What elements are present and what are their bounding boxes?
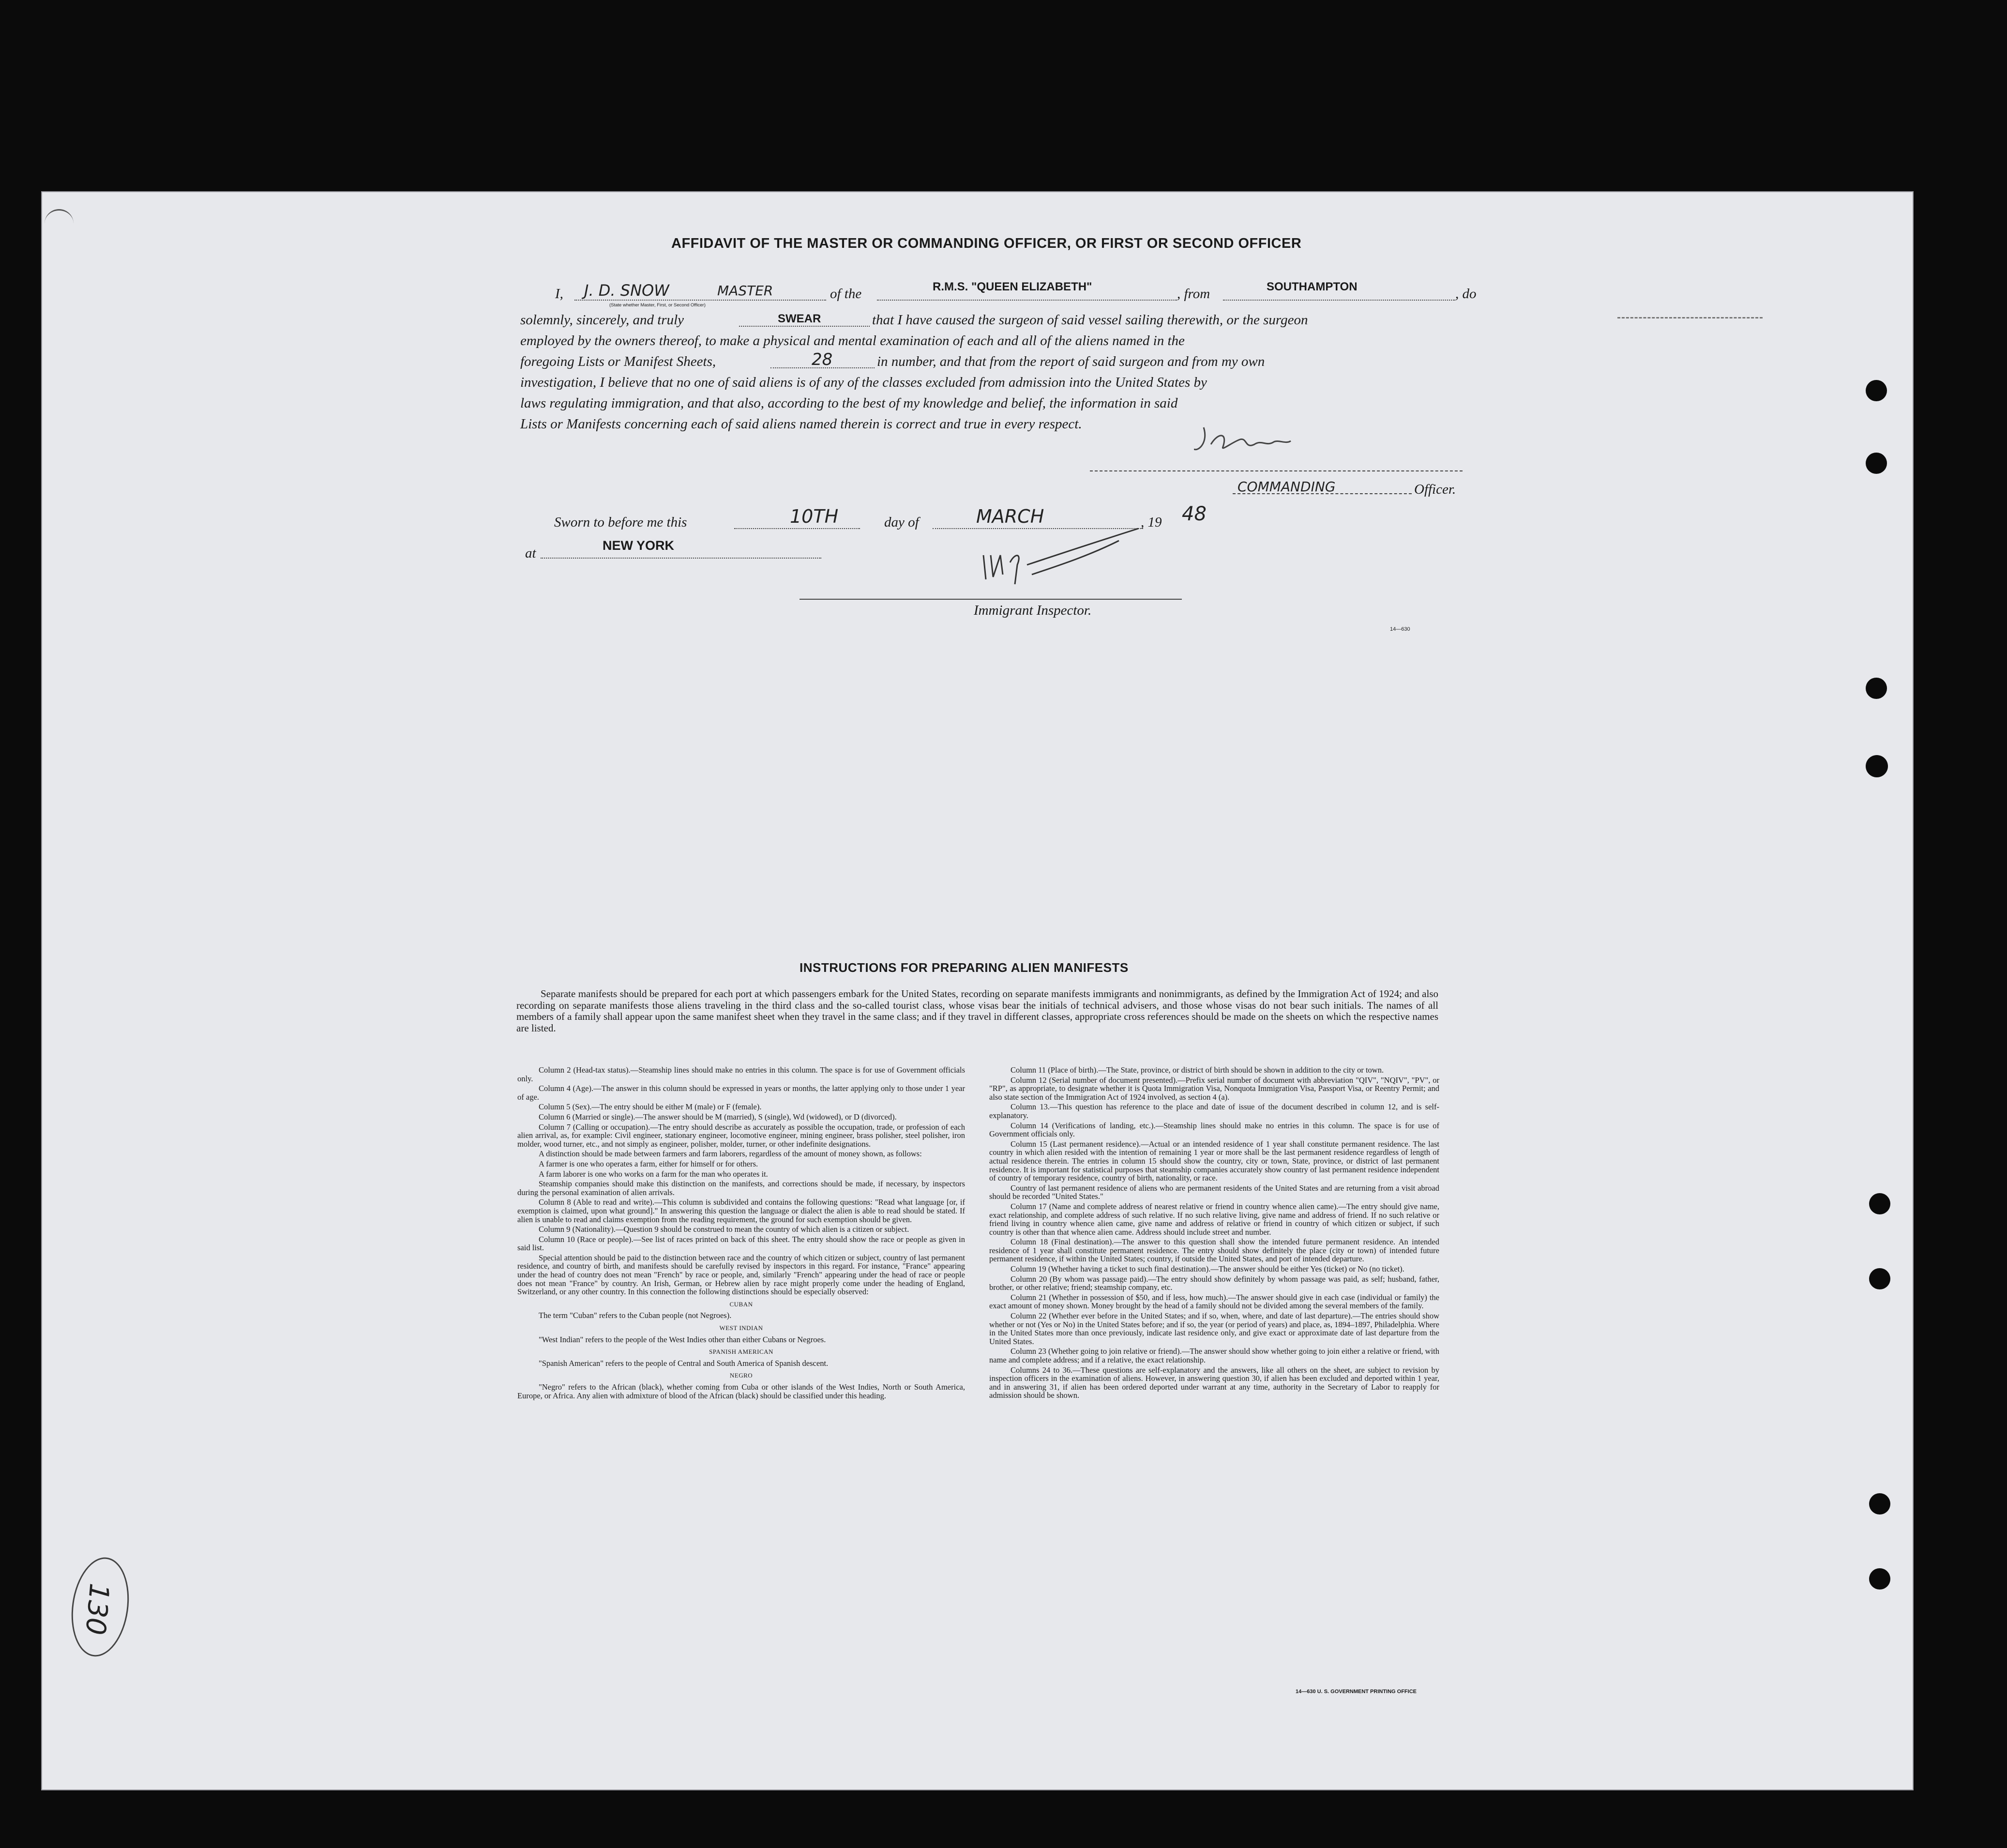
instruction-paragraph: Column 12 (Serial number of document presented).—Prefix serial number of document with abbreviation "QIV", "NQIV", "PV", or "RP", as appropriate, to designate whether it is Quota Immigration Visa, Nonquota Immigration Visa, Passport Visa, or Reentry Permit; and also state section of the Immigration Act of 1924 involved, as section 4 (a). xyxy=(989,1075,1439,1102)
heading-west-indian: WEST INDIAN xyxy=(719,1324,763,1332)
affidavit-line-3: employed by the owners thereof, to make a physical and mental examination of each and all of the aliens named in the xyxy=(520,333,1185,348)
instruction-paragraph: Column 6 (Married or single).—The answer should be M (married), S (single), Wd (widowed), or D (divorced). xyxy=(539,1112,897,1121)
signature-scribble-icon xyxy=(1194,423,1310,456)
corner-mark xyxy=(45,209,74,225)
affidavit-from: , from xyxy=(1177,286,1210,302)
heading-negro: NEGRO xyxy=(729,1372,753,1379)
instruction-paragraph: Column 23 (Whether going to join relative or friend).—The answer should show whether going to join either a relative or friend, with name and complete address; and if a relative, the exact relationship. xyxy=(989,1347,1439,1364)
margin-note: 130 xyxy=(79,1582,115,1636)
inspector-signature xyxy=(974,526,1148,589)
affidavit-line-2a: solemnly, sincerely, and truly xyxy=(520,312,684,328)
instruction-paragraph: Column 5 (Sex).—The entry should be either M (male) or F (female). xyxy=(539,1102,762,1112)
instructions-intro: Separate manifests should be prepared for each port at which passengers embark for the United States, recording on separate manifests immigrants and nonimmigrants, as defined by the Immigration Act of 1924; and also recording on separate manifests those aliens traveling in the third class and the so-called tourist class, whose visas bear the initials of technical advisers, and those whose visas do not bear such initials. The names of all members of a family shall appear upon the same manifest sheet when they travel in the same class; and if they travel in different classes, appropriate cross references should be made on the sheets on which the respective names are listed. xyxy=(516,988,1438,1034)
officer-title: COMMANDING xyxy=(1237,479,1336,495)
instruction-paragraph: Columns 24 to 36.—These questions are self-explanatory and the answers, like all others on the sheet, are subject to revision by inspection officers in the examination of aliens. However, in answering question 30, if alien has been excluded and deported within 1 year, and in answering 31, if alien has been ordered deported under warrant at any time, authority in the Secretary of Labor to reapply for admission should be shown. xyxy=(989,1365,1439,1400)
instruction-paragraph: Column 20 (By whom was passage paid).—The entry should show definitely by whom passage was paid, as self; husband, father, brother, or other relative; friend; steamship company, etc. xyxy=(989,1274,1439,1292)
punch-hole xyxy=(1869,1493,1890,1515)
instruction-paragraph: Column 18 (Final destination).—The answer to this question shall show the intended future permanent residence. An intended residence of 1 year shall constitute permanent residence. The entry should show definitely the place (city or town) of intended future permanent residence, if within the United States; country, if outside the United States, and port of intended departure. xyxy=(989,1237,1439,1264)
instruction-paragraph: Column 17 (Name and complete address of nearest relative or friend in country whence alien came).—The entry should give name, exact relationship, and complete address of such relative. If no such relative living, give name and address of friend. If no such relative or friend living in country whence alien came, give name and address of relative or friend in country of which citizen or subject, if such country is other than that whence alien came. Address should include street and number. xyxy=(989,1201,1439,1237)
affidavit-i: I, xyxy=(555,286,563,302)
affidavit-line-4b: in number, and that from the report of said surgeon and from my own xyxy=(877,354,1265,369)
instruction-paragraph: Column 15 (Last permanent residence).—Actual or an intended residence of 1 year shall constitute permanent residence. The last country in which alien resided with the intention of remaining 1 year or more shall be the last permanent residence regardless of length of actual residence therein. The entries in column 15 should show the country, city or town, State, province, or district of last permanent residence. It is important for statistical purposes that steamship companies accurately show country of last permanent residence independent of country of temporary residence, country of birth, nationality, or race. xyxy=(989,1139,1439,1183)
stray-mark xyxy=(1617,317,1763,318)
instruction-paragraph: Column 21 (Whether in possession of $50, and if less, how much).—The answer should give in each case (individual or family) the exact amount of money shown. Money brought by the head of a family should not be divided among the several members of the family. xyxy=(989,1292,1439,1311)
instruction-negro: "Negro" refers to the African (black), whether coming from Cuba or other islands of the West Indies, North or South America, Europe, or Africa. Any alien with admixture of blood of the African (black) should be classified under this heading. xyxy=(517,1382,965,1400)
sheet-count: 28 xyxy=(812,350,833,369)
inspector-scribble-icon xyxy=(974,526,1148,589)
instruction-paragraph: A distinction should be made between farmers and farm laborers, regardless of the amount of money shown, as follows: xyxy=(539,1149,922,1159)
inspector-line xyxy=(800,599,1182,600)
sworn-place: NEW YORK xyxy=(603,538,675,553)
affidavit-line-6: laws regulating immigration, and that also, according to the best of my knowledge and belief, the information in said xyxy=(520,395,1178,411)
instruction-spanish-american: "Spanish American" refers to the people of Central and South America of Spanish descent. xyxy=(539,1358,829,1368)
instruction-paragraph: Column 2 (Head-tax status).—Steamship lines should make no entries in this column. The space is for use of Government officials only. xyxy=(517,1066,965,1083)
punch-hole xyxy=(1869,1193,1890,1214)
instruction-paragraph: Country of last permanent residence of aliens who are permanent residents of the United States and are returning from a visit abroad should be recorded "United States." xyxy=(989,1183,1439,1201)
manifest-page xyxy=(41,191,1914,1790)
instruction-paragraph: Column 22 (Whether ever before in the United States; and if so, when, where, and date of last departure).—The entries should show whether or not (Yes or No) in the United States before; and if so, the year (or period of years) and place, as, 1894–1897, Philadelphia. Where in the United States more than once previously, indicate last residence only, and give exact or approximate date of last departure from the United States. xyxy=(989,1311,1439,1346)
heading-cuban: CUBAN xyxy=(729,1300,753,1308)
punch-hole xyxy=(1869,1568,1890,1590)
title-line xyxy=(1233,493,1412,494)
signature-line xyxy=(1090,470,1463,471)
sworn-month: MARCH xyxy=(976,506,1044,527)
heading-spanish-american: SPANISH AMERICAN xyxy=(709,1348,773,1356)
instruction-paragraph: Steamship companies should make this distinction on the manifests, and corrections should be made, if necessary, by inspectors during the personal examination of alien arrivals. xyxy=(517,1179,965,1197)
port-blank xyxy=(1223,300,1455,301)
punch-hole xyxy=(1866,453,1887,474)
instruction-paragraph: Column 19 (Whether having a ticket to such final destination).—The answer should be either Yes (ticket) or No (no ticket). xyxy=(1011,1264,1404,1274)
punch-hole xyxy=(1866,380,1887,401)
instruction-paragraph: Column 8 (Able to read and write).—This column is subdivided and contains the following questions: "Read what language [or, if exemption is claimed, upon what ground]." In answering this question the language or dialect the alien is able to read should be stated. If alien is unable to read and claims exemption from the reading requirement, the ground for such exemption should be given. xyxy=(517,1197,965,1224)
printer-line: 14—630 U. S. GOVERNMENT PRINTING OFFICE xyxy=(1296,1689,1417,1695)
day-of-text: day of xyxy=(884,515,919,530)
instruction-paragraph: Column 14 (Verifications of landing, etc.).—Steamship lines should make no entries in this column. The space is for use of Government officials only. xyxy=(989,1121,1439,1139)
year-suffix: 48 xyxy=(1182,503,1207,525)
instruction-paragraph: Column 10 (Race or people).—See list of races printed on back of this sheet. The entry should show the race or people as given in said list. xyxy=(517,1234,965,1253)
affidavit-do: , do xyxy=(1455,286,1477,302)
affidavit-line-7: Lists or Manifests concerning each of said aliens named therein is correct and true in every respect. xyxy=(520,416,1082,432)
punch-hole xyxy=(1866,755,1888,777)
at-text: at xyxy=(525,545,536,561)
affidavit-of-the: of the xyxy=(830,286,862,302)
officer-suffix: Officer. xyxy=(1414,482,1456,497)
vessel-blank xyxy=(877,300,1177,301)
instruction-paragraph: A farm laborer is one who works on a farm for the man who operates it. xyxy=(539,1169,768,1179)
officer-rank: MASTER xyxy=(717,283,773,299)
instruction-paragraph: Column 7 (Calling or occupation).—The entry should describe as accurately as possible the occupation, trade, or profession of each alien arrival, as, for example: Civil engineer, stationary engineer, locomotive engineer, mining engineer, brass polisher, steel polisher, iron molder, wood turner, etc., and not simply as engineer, polisher, molder, turner, or other indefinite designations. xyxy=(517,1122,965,1149)
instruction-paragraph: Column 13.—This question has reference to the place and date of issue of the document described in column 12, and is self-explanatory. xyxy=(989,1102,1439,1120)
instructions-left-column xyxy=(517,1066,965,1714)
instruction-paragraph: Special attention should be paid to the distinction between race and the country of which citizen or subject, country of last permanent residence, and country of birth, and manifests should be carefully revised by inspectors in this regard. For instance, "France" appearing under the head of country does not mean "French" by race or people, and, similarly "French" appearing under the head of race or people does not mean "France" by country. An Irish, German, or Hebrew alien by race might properly come under the heading of England, Switzerland, or any other country. In this connection the following distinctions should be especially observed: xyxy=(517,1253,965,1297)
instruction-paragraph: A farmer is one who operates a farm, either for himself or for others. xyxy=(539,1159,758,1168)
sworn-text: Sworn to before me this xyxy=(554,515,687,530)
departure-port: SOUTHAMPTON xyxy=(1267,280,1358,293)
affidavit-line-4a: foregoing Lists or Manifest Sheets, xyxy=(520,354,716,369)
instruction-cuban: The term "Cuban" refers to the Cuban people (not Negroes). xyxy=(539,1311,732,1320)
year-prefix: , 19 xyxy=(1141,515,1162,530)
oath-word: SWEAR xyxy=(778,312,821,325)
name-blank xyxy=(574,300,826,301)
instruction-paragraph: Column 11 (Place of birth).—The State, province, or district of birth should be shown in addition to the city or town. xyxy=(1011,1066,1384,1075)
punch-hole xyxy=(1869,1268,1890,1289)
affidavit-title: AFFIDAVIT OF THE MASTER OR COMMANDING OFFICER, OR FIRST OR SECOND OFFICER xyxy=(671,236,1302,251)
instruction-west-indian: "West Indian" refers to the people of the West Indies other than either Cubans or Negroes. xyxy=(539,1334,826,1344)
punch-hole xyxy=(1866,678,1887,699)
instruction-paragraph: Column 4 (Age).—The answer in this column should be expressed in years or months, the latter applying only to those under 1 year of age. xyxy=(517,1084,965,1102)
officer-name: J. D. SNOW xyxy=(584,281,669,300)
oath-blank xyxy=(739,326,870,327)
officer-signature xyxy=(1194,423,1310,456)
affidavit-line-2b: that I have caused the surgeon of said vessel sailing therewith, or the surgeon xyxy=(872,312,1308,328)
affidavit-line-5: investigation, I believe that no one of said aliens is of any of the classes excluded from admission into the United States by xyxy=(520,375,1207,390)
vessel-name: R.M.S. "QUEEN ELIZABETH" xyxy=(933,280,1092,293)
rank-caption: (State whether Master, First, or Second Officer) xyxy=(609,303,706,308)
instruction-paragraph: Column 9 (Nationality).—Question 9 should be construed to mean the country of which alien is a citizen or subject. xyxy=(539,1225,909,1234)
inspector-label: Immigrant Inspector. xyxy=(974,603,1092,618)
form-number: 14—630 xyxy=(1390,626,1410,632)
day-blank xyxy=(734,528,860,529)
sworn-day: 10TH xyxy=(790,506,839,527)
instructions-title: INSTRUCTIONS FOR PREPARING ALIEN MANIFESTS xyxy=(800,960,1129,975)
place-blank xyxy=(541,558,821,559)
instructions-right-column xyxy=(989,1066,1439,1690)
